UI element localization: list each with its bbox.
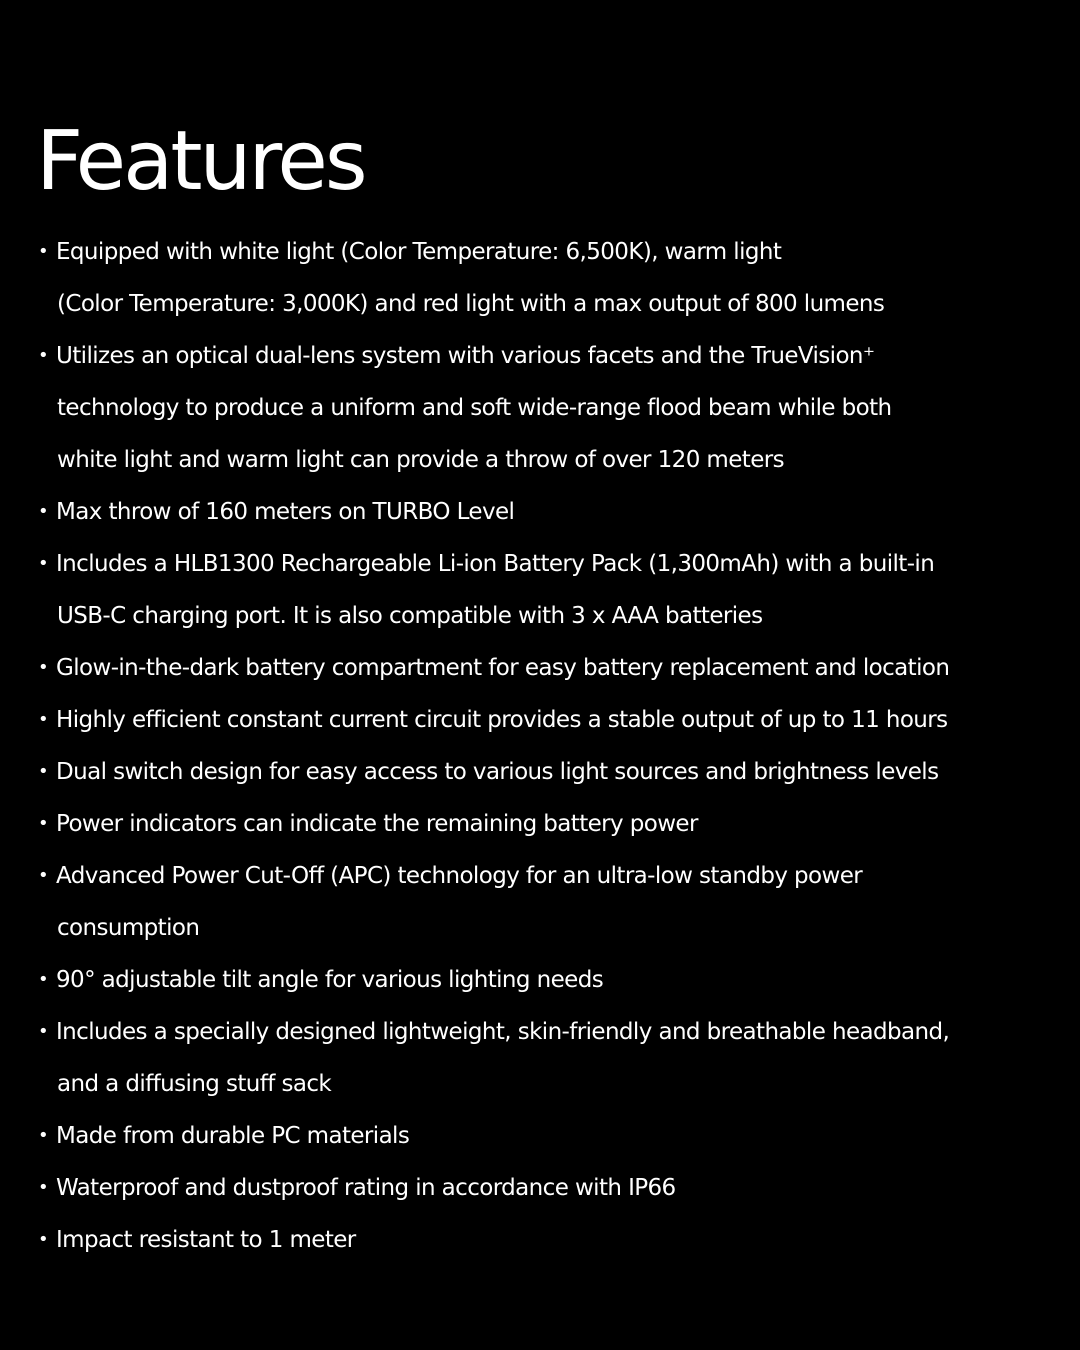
feature-list — [36, 226, 1048, 1266]
feature-text-line: Dual switch design for easy access to various light sources and brightness levels — [56, 759, 939, 785]
feature-item — [36, 226, 1048, 330]
feature-item — [36, 850, 1048, 954]
feature-item — [36, 538, 1048, 642]
feature-text-line: consumption — [57, 915, 200, 941]
bullet-icon: • — [38, 761, 49, 782]
feature-item — [36, 642, 1048, 694]
feature-text-line: Equipped with white light (Color Temperature: 6,500K), warm light — [56, 239, 782, 265]
bullet-icon: • — [38, 345, 49, 366]
feature-item — [36, 798, 1048, 850]
bullet-icon: • — [38, 813, 49, 834]
feature-text-line: Utilizes an optical dual-lens system with various facets and the TrueVision⁺ — [56, 343, 875, 369]
feature-text-line: and a diffusing stuff sack — [57, 1071, 332, 1097]
feature-text-line: (Color Temperature: 3,000K) and red light with a max output of 800 lumens — [57, 291, 885, 317]
bullet-icon: • — [38, 553, 49, 574]
feature-text-line: Power indicators can indicate the remaining battery power — [56, 811, 698, 837]
bullet-icon: • — [38, 1021, 49, 1042]
bullet-icon: • — [38, 1125, 49, 1146]
bullet-icon: • — [38, 501, 49, 522]
feature-text-line: technology to produce a uniform and soft wide-range flood beam while both — [57, 395, 892, 421]
bullet-icon: • — [38, 1177, 49, 1198]
feature-text-line: white light and warm light can provide a throw of over 120 meters — [57, 447, 784, 473]
bullet-icon: • — [38, 865, 49, 886]
feature-text-line: USB-C charging port. It is also compatible with 3 x AAA batteries — [57, 603, 763, 629]
feature-item — [36, 694, 1048, 746]
feature-item — [36, 486, 1048, 538]
bullet-icon: • — [38, 241, 49, 262]
feature-item — [36, 746, 1048, 798]
feature-text-line: Includes a specially designed lightweight, skin-friendly and breathable headband, — [56, 1019, 950, 1045]
page-title: Features — [36, 114, 365, 209]
feature-text-line: 90° adjustable tilt angle for various lighting needs — [56, 967, 604, 993]
feature-text-line: Includes a HLB1300 Rechargeable Li-ion Battery Pack (1,300mAh) with a built-in — [56, 551, 935, 577]
feature-text-line: Waterproof and dustproof rating in accordance with IP66 — [56, 1175, 676, 1201]
feature-text-line: Made from durable PC materials — [56, 1123, 410, 1149]
feature-item — [36, 330, 1048, 486]
bullet-icon: • — [38, 969, 49, 990]
feature-item — [36, 1214, 1048, 1266]
feature-text-line: Highly efficient constant current circuit provides a stable output of up to 11 hours — [56, 707, 948, 733]
feature-text-line: Advanced Power Cut-Off (APC) technology for an ultra-low standby power — [56, 863, 863, 889]
feature-text-line: Max throw of 160 meters on TURBO Level — [56, 499, 515, 525]
feature-text-line: Impact resistant to 1 meter — [56, 1227, 356, 1253]
feature-text-line: Glow-in-the-dark battery compartment for easy battery replacement and location — [56, 655, 950, 681]
bullet-icon: • — [38, 657, 49, 678]
feature-item — [36, 954, 1048, 1006]
feature-item — [36, 1162, 1048, 1214]
bullet-icon: • — [38, 709, 49, 730]
bullet-icon: • — [38, 1229, 49, 1250]
feature-item — [36, 1110, 1048, 1162]
feature-item — [36, 1006, 1048, 1110]
